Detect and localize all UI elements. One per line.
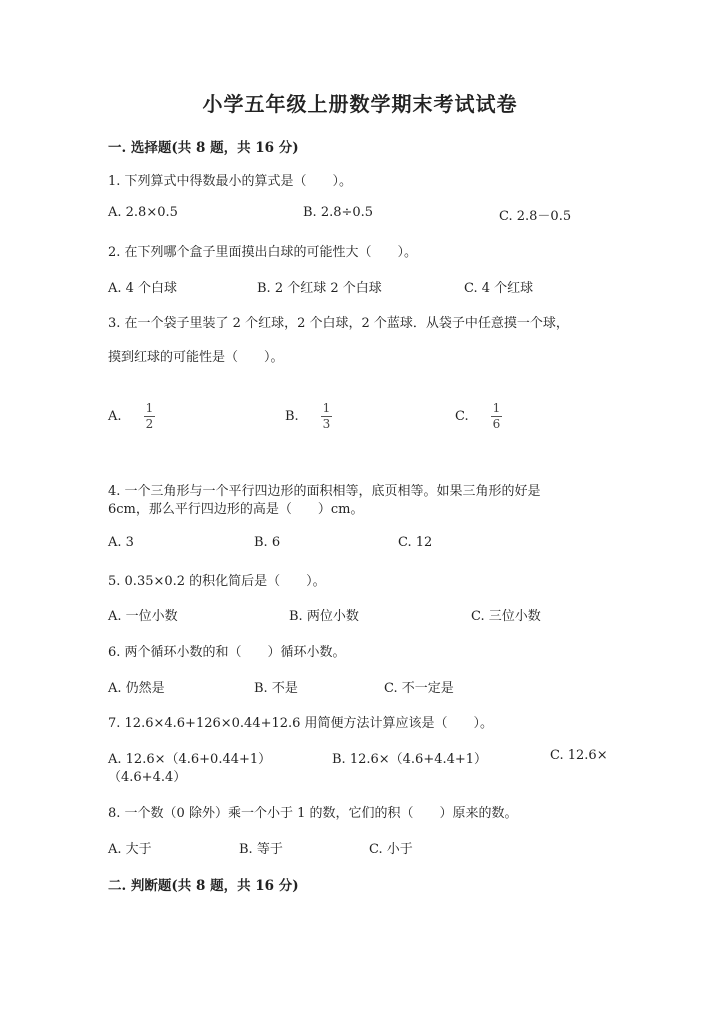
question-8-option-b: B. 等于 [239,842,283,857]
question-8-option-a: A. 大于 [108,842,152,857]
question-1-option-b: B. 2.8÷0.5 [303,205,374,220]
fraction-numerator: 1 [145,401,154,415]
question-7-option-c-line2: （4.6+4.4） [108,770,187,785]
section-heading-judgment: 二. 判断题(共 8 题，共 16 分) [108,878,299,894]
question-1-option-c: C. 2.8－0.5 [499,209,572,224]
question-3-option-c-label: C. [455,409,469,424]
fraction-numerator: 1 [492,401,501,415]
question-3-option-c-fraction [491,402,502,431]
question-7-stem: 7. 12.6×4.6+126×0.44+12.6 用简便方法计算应该是（ ）。 [108,716,494,731]
question-7-option-b: B. 12.6×（4.6+4.4+1） [332,752,488,767]
question-7-option-a: A. 12.6×（4.6+0.44+1） [108,752,272,767]
question-2-option-b: B. 2 个红球 2 个白球 [257,281,382,296]
question-4-option-b: B. 6 [254,535,281,550]
question-4-option-a: A. 3 [108,535,134,550]
question-2-option-a: A. 4 个白球 [108,281,178,296]
question-8-stem: 8. 一个数（0 除外）乘一个小于 1 的数，它们的积（ ）原来的数。 [108,806,518,821]
question-5-stem: 5. 0.35×0.2 的积化简后是（ ）。 [108,574,326,589]
question-6-option-b: B. 不是 [254,681,298,696]
question-5-option-c: C. 三位小数 [471,609,541,624]
question-7-option-c-line1: C. 12.6× [550,748,608,763]
question-2-option-c: C. 4 个红球 [464,281,534,296]
question-3-option-b-fraction [321,402,332,431]
question-6-option-a: A. 仍然是 [108,681,165,696]
fraction-numerator: 1 [322,401,331,415]
question-1-stem: 1. 下列算式中得数最小的算式是（ ）。 [108,174,353,189]
question-3-stem-line1: 3. 在一个袋子里装了 2 个红球，2 个白球，2 个蓝球．从袋子中任意摸一个球， [108,316,569,331]
fraction-denominator: 2 [145,417,154,431]
question-5-option-b: B. 两位小数 [289,609,359,624]
question-2-stem: 2. 在下列哪个盒子里面摸出白球的可能性大（ ）。 [108,245,418,260]
fraction-denominator: 3 [322,417,331,431]
question-3-option-a-fraction [144,402,155,431]
question-1-option-a: A. 2.8×0.5 [108,205,178,220]
page-title: 小学五年级上册数学期末考试试卷 [202,92,518,116]
question-8-option-c: C. 小于 [369,842,413,857]
question-4-stem-line2: 6cm，那么平行四边形的高是（ ）cm。 [108,502,364,517]
question-3-option-a-label: A. [108,409,122,424]
section-heading-choice: 一. 选择题(共 8 题，共 16 分) [108,140,299,156]
question-6-option-c: C. 不一定是 [384,681,454,696]
question-5-option-a: A. 一位小数 [108,609,178,624]
question-4-option-c: C. 12 [398,535,433,550]
fraction-denominator: 6 [492,417,501,431]
question-4-stem-line1: 4. 一个三角形与一个平行四边形的面积相等，底页相等。如果三角形的好是 [108,484,541,499]
question-6-stem: 6. 两个循环小数的和（ ）循环小数。 [108,645,346,660]
question-3-stem-line2: 摸到红球的可能性是（ ）。 [108,350,284,365]
question-3-option-b-label: B. [285,409,299,424]
